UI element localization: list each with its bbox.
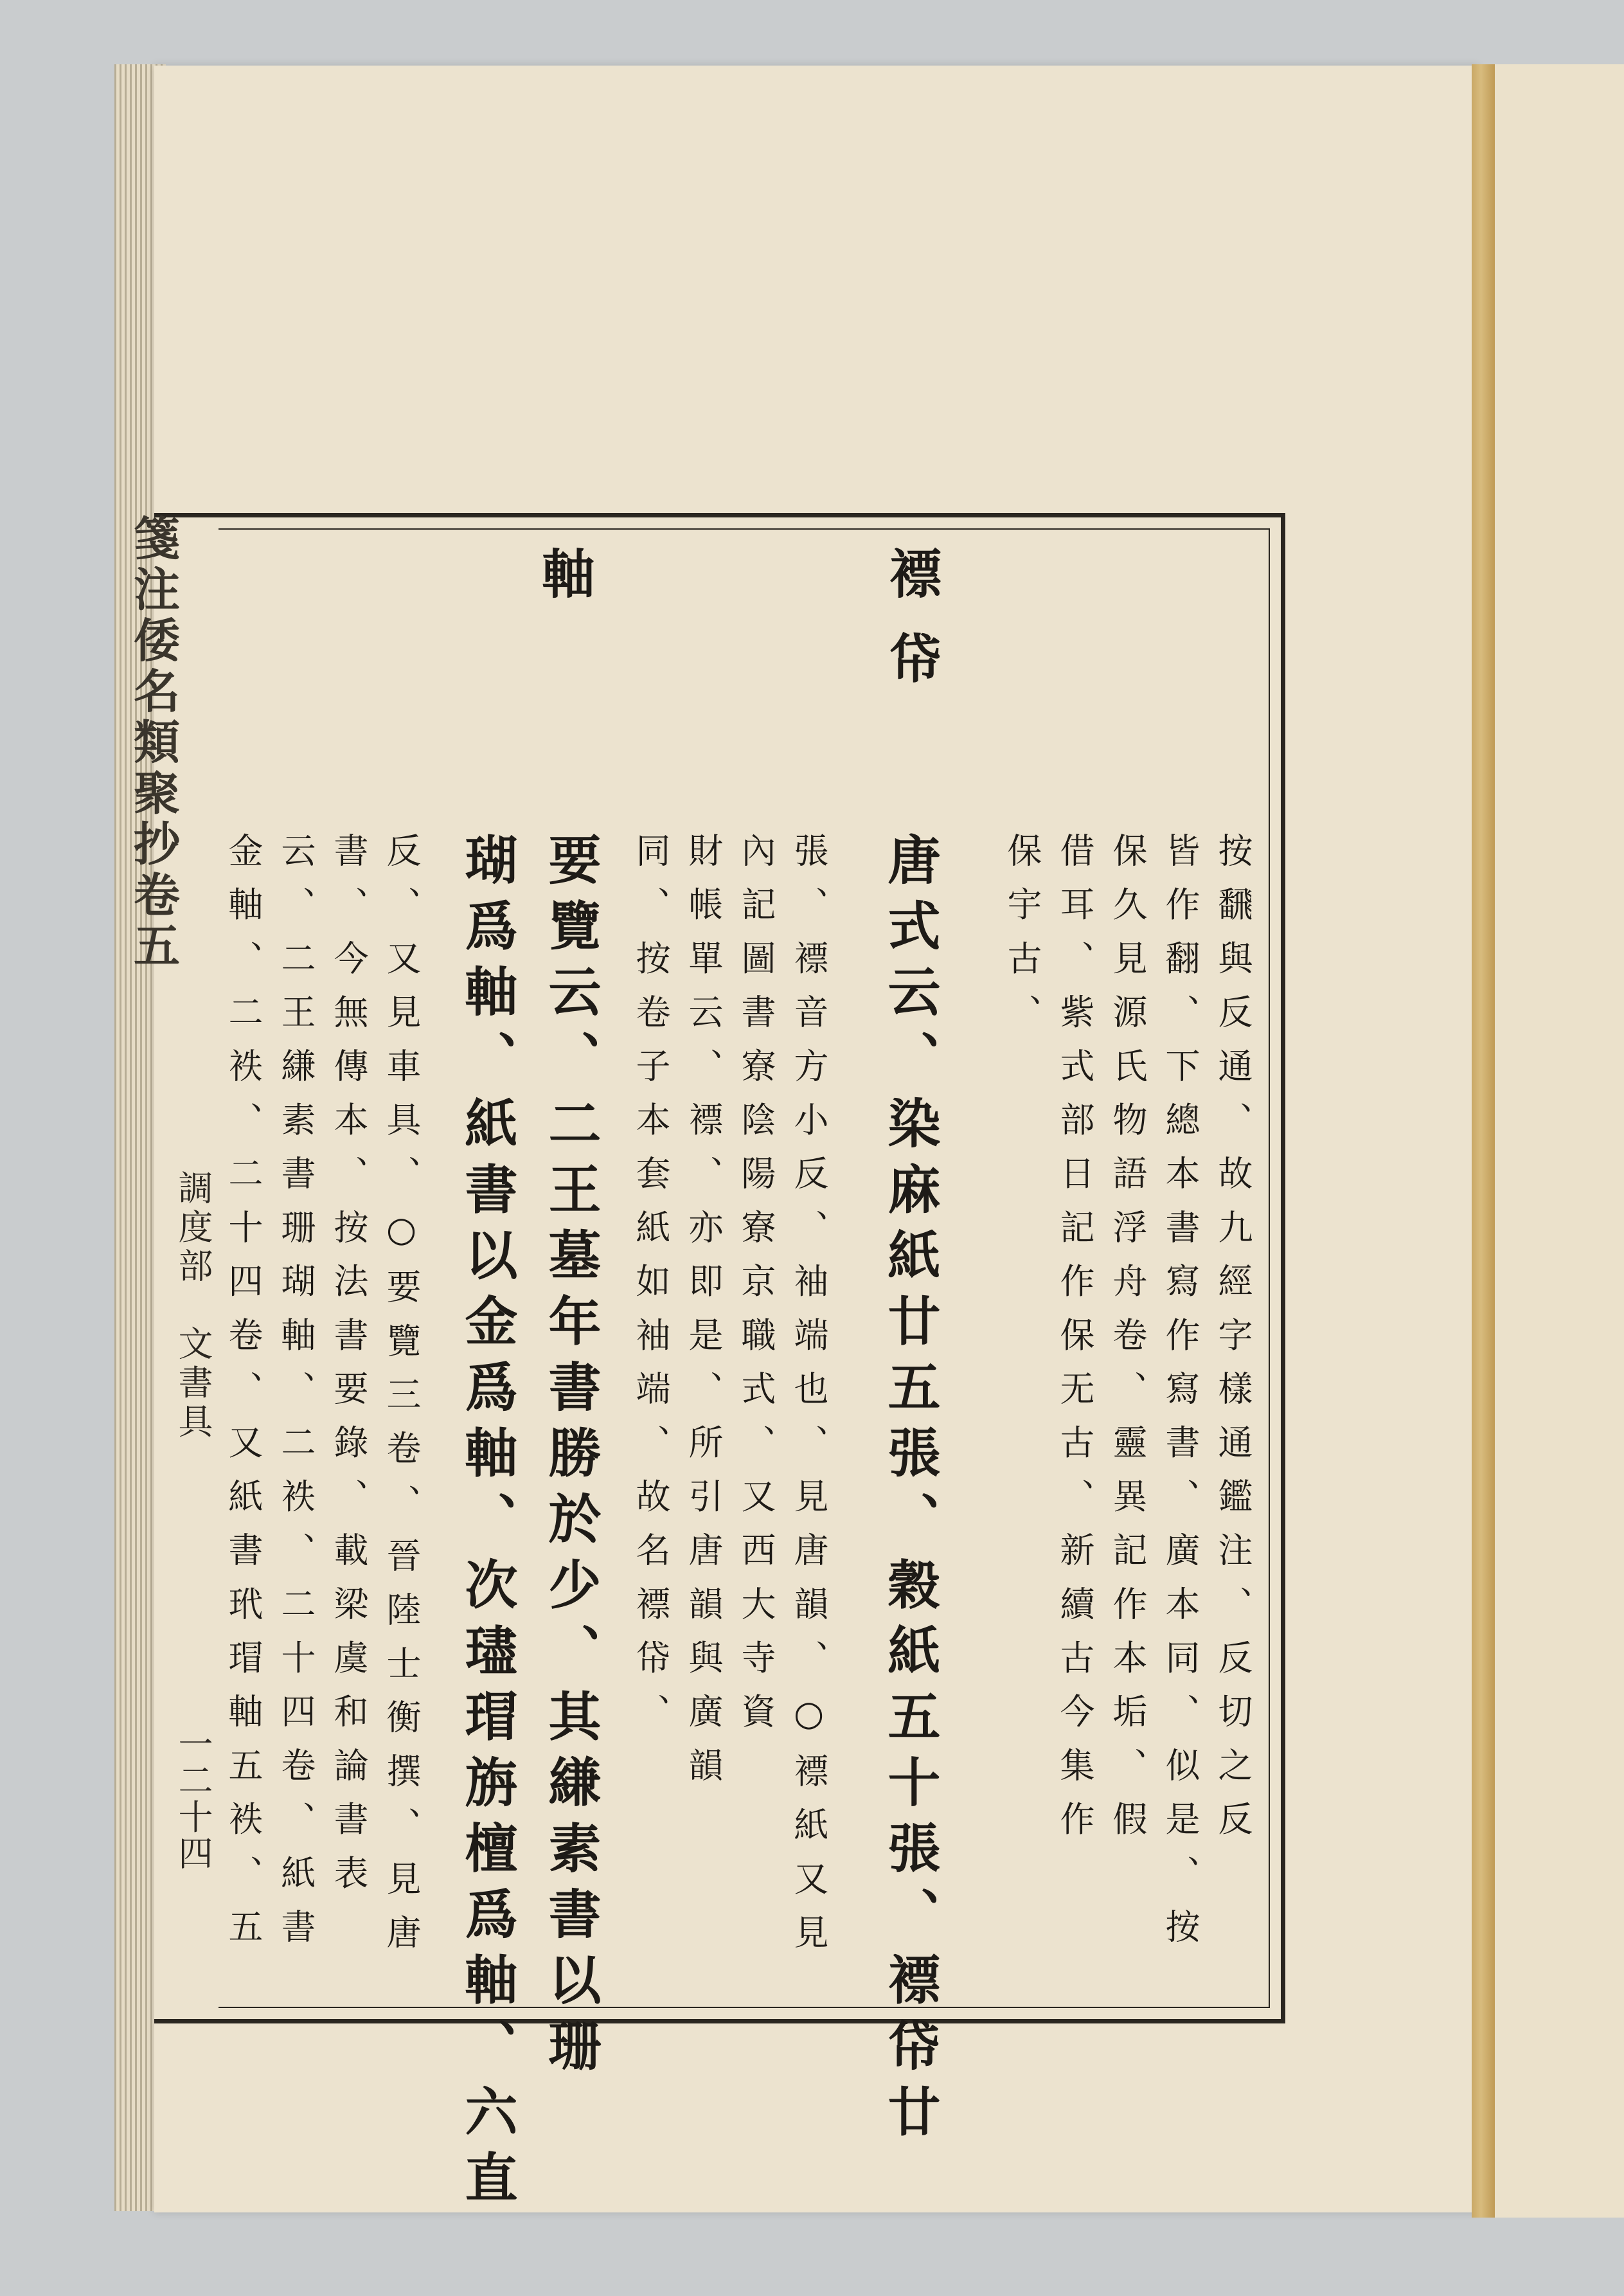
facing-page	[1495, 64, 1624, 2218]
margin-section-label: 調度部 文書具	[173, 1170, 213, 1442]
main-column-2: 要覽云、二王墓年書勝於少、其縑素書以珊	[540, 832, 602, 2085]
margin-book-title	[120, 514, 186, 973]
note-column-13: 金軸、二袟、二十四卷、又紙書玳瑁軸五袟、五	[223, 832, 263, 1962]
note-column-10: 反、又見車具、○要覽三卷、晉陸士衡撰、見唐	[381, 832, 422, 1968]
note-column-9: 同、按卷子本套紙如袖端、故名褾帒、	[630, 832, 671, 1747]
main-column-1: 唐式云、染麻紙廿五張、穀紙五十張、褾帒廿	[879, 832, 941, 2150]
note-column-6: 張、褾音方小反、袖端也、見唐韻、○褾紙又見	[789, 832, 829, 1968]
note-column-3: 保久見源氏物語浮舟卷、靈異記作本垢、假	[1107, 832, 1148, 1855]
note-column-1: 按飜與反通、故九經字樣通鑑注、反切之反	[1213, 832, 1253, 1855]
volume-label: 卷五	[126, 870, 181, 973]
note-column-8: 財帳單云、褾、亦即是、所引唐韻與廣韻	[683, 832, 724, 1801]
note-column-12: 云、二王縑素書珊瑚軸、二袟、二十四卷、紙書	[276, 832, 316, 1962]
book-gutter	[1472, 64, 1495, 2218]
note-column-4: 借耳、紫式部日記作保无古、新續古今集作	[1055, 832, 1095, 1855]
note-column-2: 皆作翻、下總本書寫作寫書、廣本同、似是、按	[1160, 832, 1200, 1962]
main-column-3: 瑚爲軸、紙書以金爲軸、次璶瑁旃檀爲軸、六直	[456, 832, 518, 2216]
note-column-5: 保宇古、	[1002, 832, 1042, 1048]
note-column-11: 書、今無傳本、按法書要錄、載梁虞和論書表	[328, 832, 369, 1908]
note-column-7: 內記圖書寮陰陽寮京職式、又西大寺資	[736, 832, 776, 1747]
heading-hyotai: 褾帒	[880, 546, 942, 715]
book-title: 箋注倭名類聚抄	[126, 514, 181, 871]
page-number: 一二十四	[173, 1726, 213, 1872]
heading-jiku: 軸	[533, 546, 595, 631]
